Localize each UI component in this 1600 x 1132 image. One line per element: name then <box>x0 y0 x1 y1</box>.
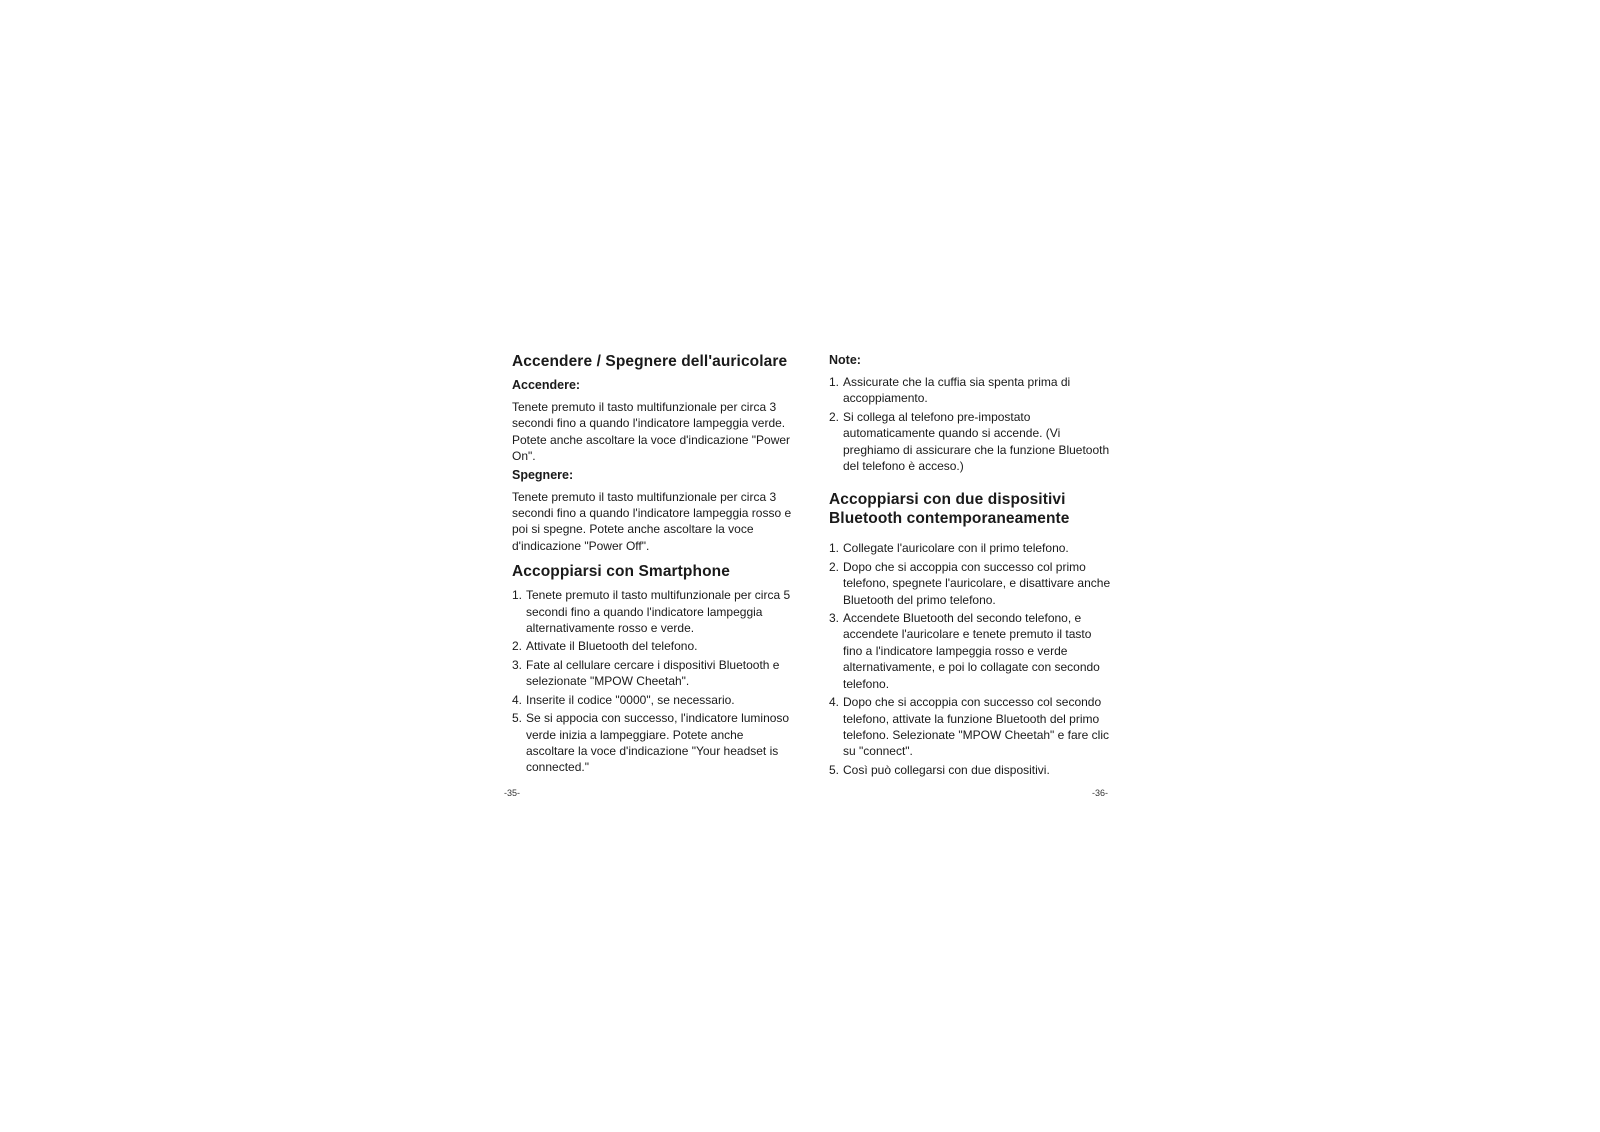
step-text: Inserite il codice "0000", se necessario. <box>526 692 735 707</box>
power-on-text: Tenete premuto il tasto multifunzionale per circa 3 secondi fino a quando l'indicatore lampeggia verde. Potete anche ascoltare la voce d'indicazione "Power On". <box>512 400 791 464</box>
list-item <box>829 694 1113 760</box>
step-number: 5. <box>829 762 840 777</box>
step-number: 2. <box>829 409 840 424</box>
step-text: Assicurate che la cuffia sia spenta prima di accoppiamento. <box>843 375 1071 406</box>
step-text: Così può collegarsi con due dispositivi. <box>843 762 1050 777</box>
step-number: 1. <box>512 588 523 603</box>
step-text: Se si appocia con successo, l'indicatore luminoso verde inizia a lampeggiare. Potete anche ascoltare la voce d'indicazione "Your headset is connected." <box>526 711 790 775</box>
dual-pairing-steps-list <box>829 540 1113 778</box>
step-number: 3. <box>829 611 840 626</box>
note-list <box>829 374 1113 474</box>
list-item <box>829 374 1113 407</box>
step-number: 1. <box>829 375 840 389</box>
list-item <box>512 638 794 654</box>
page-number-left: -35- <box>504 788 521 798</box>
list-item <box>829 409 1113 475</box>
step-number: 1. <box>829 541 840 556</box>
list-item <box>512 657 794 690</box>
note-heading: Note: <box>829 353 861 367</box>
subheading-power-off: Spegnere: <box>512 467 574 482</box>
list-item <box>512 710 794 776</box>
step-text: Collegate l'auricolare con il primo telefono. <box>843 541 1069 556</box>
right-page-column <box>829 352 1113 780</box>
list-item <box>829 559 1113 608</box>
step-text: Dopo che si accoppia con successo col primo telefono, spegnete l'auricolare, e disattivare anche Bluetooth del primo telefono. <box>843 559 1111 607</box>
step-number: 4. <box>512 692 523 707</box>
step-text: Attivate il Bluetooth del telefono. <box>526 639 698 654</box>
step-text: Dopo che si accoppia con successo col secondo telefono, attivate la funzione Bluetooth del primo telefono. Selezionate "MPOW Cheetah" e fare clic su "connect". <box>843 695 1109 759</box>
step-number: 5. <box>512 711 523 726</box>
section-title-pairing: Accoppiarsi con Smartphone <box>512 563 730 581</box>
step-number: 3. <box>512 657 523 672</box>
list-item <box>512 587 794 636</box>
left-page-column <box>512 352 794 778</box>
list-item <box>829 762 1113 778</box>
section-title-power: Accendere / Spegnere dell'auricolare <box>512 353 788 370</box>
list-item <box>829 610 1113 692</box>
step-number: 2. <box>829 559 840 574</box>
step-number: 4. <box>829 695 840 710</box>
step-text: Accendete Bluetooth del secondo telefono, e accendete l'auricolare e tenete premuto il tasto fino a l'indicatore lampeggia rosso e verde alternativamente, e poi lo collagate con secondo telefono. <box>843 611 1100 691</box>
subheading-power-on: Accendere: <box>512 378 581 392</box>
step-text: Si collega al telefono pre-impostato automaticamente quando si accende. (Vi preghiamo di assicurare che la funzione Bluetooth del telefono è acceso.) <box>843 409 1110 474</box>
page-number-right: -36- <box>1092 788 1109 798</box>
step-text: Tenete premuto il tasto multifunzionale per circa 5 secondi fino a quando l'indicatore lampeggia alternativamente rosso e verde. <box>526 588 791 636</box>
step-number: 2. <box>512 639 523 654</box>
pairing-steps-list <box>512 587 794 775</box>
section-title-dual-pairing: Accoppiarsi con due dispositivi Bluetooth contemporaneamente <box>829 491 1070 528</box>
step-text: Fate al cellulare cercare i dispositivi Bluetooth e selezionate "MPOW Cheetah". <box>526 657 780 689</box>
list-item <box>512 692 794 708</box>
list-item <box>829 540 1113 556</box>
power-off-text: Tenete premuto il tasto multifunzionale per circa 3 secondi fino a quando l'indicatore lampeggia rosso e poi si spegne. Potete anche ascoltare la voce d'indicazione "Power Off". <box>512 489 792 553</box>
